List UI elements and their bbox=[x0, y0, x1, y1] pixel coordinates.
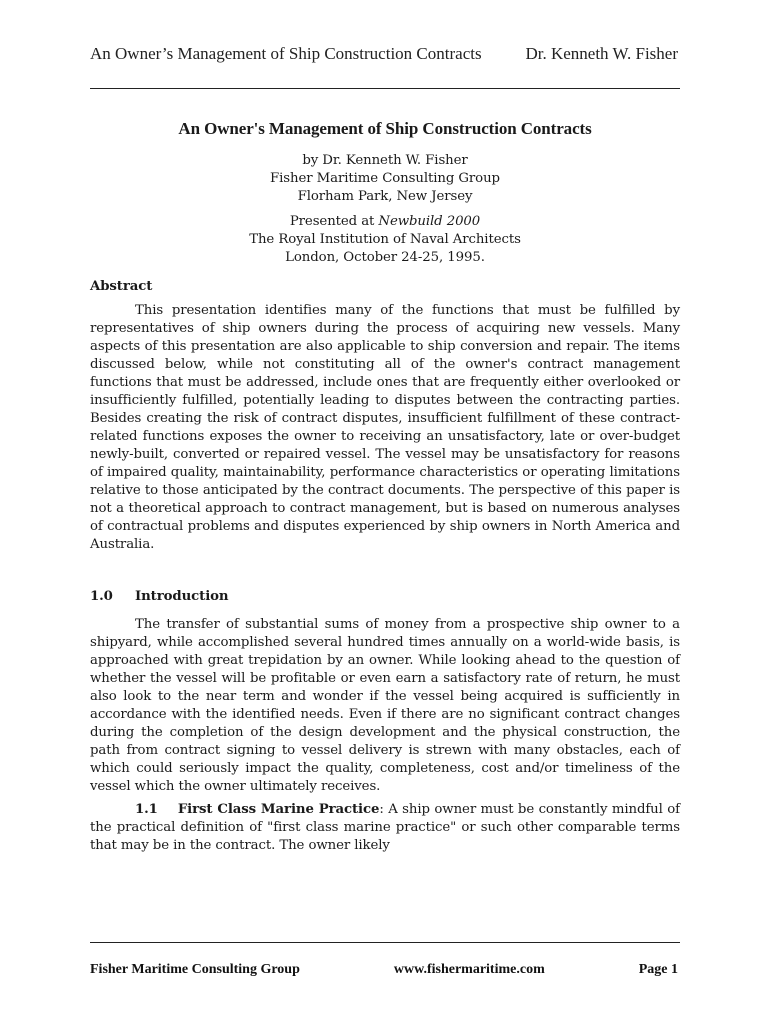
intro-title: Introduction bbox=[135, 589, 229, 604]
intro-number: 1.0 bbox=[90, 589, 113, 604]
subsection-number: 1.1 bbox=[135, 802, 158, 817]
footer-rule bbox=[90, 942, 680, 943]
byline-location: Florham Park, New Jersey bbox=[297, 189, 473, 204]
venue-org: The Royal Institution of Naval Architects bbox=[249, 232, 521, 247]
running-header bbox=[90, 44, 678, 64]
abstract-heading: Abstract bbox=[90, 279, 153, 294]
venue-date: London, October 24-25, 1995. bbox=[285, 250, 485, 265]
footer-company: Fisher Maritime Consulting Group bbox=[90, 962, 300, 977]
byline-author: by Dr. Kenneth W. Fisher bbox=[302, 153, 468, 168]
page-content bbox=[90, 118, 680, 855]
footer-url: www.fishermaritime.com bbox=[393, 962, 545, 977]
intro-heading bbox=[90, 588, 680, 606]
presented-line bbox=[90, 213, 680, 231]
intro-paragraph: The transfer of substantial sums of money from a prospective ship owner to a shipyard, while accomplished several hundred times annually on a world-wide basis, is approached with great trepidation by an owner. While looking ahead to the question of whether the vessel will be profitable or even earn a satisfactory rate of return, he must also look to the near term and wonder if the vessel being acquired is sufficiently in accordance with the identified needs. Even if there are no significant contract changes during the completion of the design development and the physical construction, the path from contract signing to vessel delivery is strewn with many obstacles, each of which could seriously impact the quality, completeness, cost and/or timeliness of the vessel which the owner ultimately receives. bbox=[90, 617, 680, 794]
header-title: An Owner’s Management of Ship Construction Contracts bbox=[90, 44, 482, 63]
presentation-info bbox=[90, 213, 680, 267]
byline bbox=[90, 152, 680, 206]
running-footer bbox=[90, 962, 678, 978]
footer-page: Page 1 bbox=[638, 962, 678, 977]
document-title: An Owner's Management of Ship Construction Contracts bbox=[178, 119, 592, 138]
presented-event: Newbuild 2000 bbox=[378, 214, 481, 229]
subsection-paragraph bbox=[90, 801, 680, 855]
byline-company: Fisher Maritime Consulting Group bbox=[270, 171, 500, 186]
header-rule bbox=[90, 88, 680, 89]
subsection-text: : A ship owner must be constantly mindful of the practical definition of "first class marine practice" or such other comparable terms that may be in the contract. The owner likely bbox=[90, 802, 680, 853]
abstract-paragraph: This presentation identifies many of the functions that must be fulfilled by representatives of ship owners during the process of acquiring new vessels. Many aspects of this presentation are also applicable to ship conversion and repair. The items discussed below, while not constituting all of the owner's contract management functions that must be addressed, include ones that are frequently either overlooked or insufficiently fulfilled, potentially leading to disputes between the contracting parties. Besides creating the risk of contract disputes, insufficient fulfillment of these contract-related functions exposes the owner to receiving an unsatisfactory, late or over-budget newly-built, converted or repaired vessel. The vessel may be unsatisfactory for reasons of impaired quality, maintainability, performance characteristics or operating limitations relative to those anticipated by the contract documents. The perspective of this paper is not a theoretical approach to contract management, but is based on numerous analyses of contractual problems and disputes experienced by ship owners in North America and Australia. bbox=[90, 303, 680, 552]
subsection-title: First Class Marine Practice bbox=[177, 802, 380, 817]
header-author: Dr. Kenneth W. Fisher bbox=[525, 44, 678, 63]
presented-prefix: Presented at bbox=[289, 214, 379, 229]
